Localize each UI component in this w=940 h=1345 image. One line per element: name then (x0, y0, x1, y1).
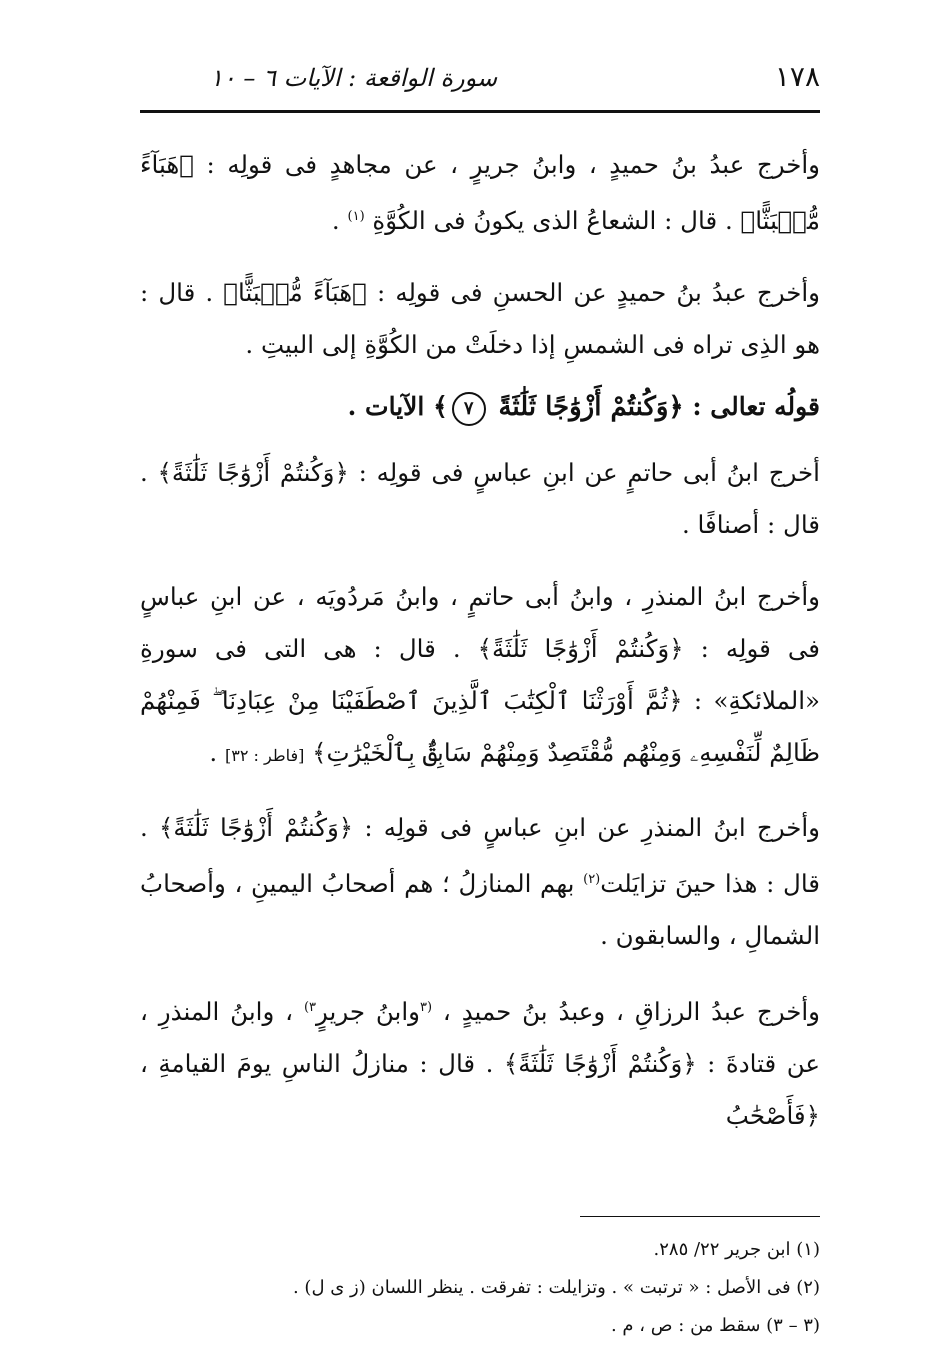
footnote-marker-3-close: ٣) (303, 1000, 316, 1016)
paragraph-6: وأخرج عبدُ الرزاقِ ، وعبدُ بنُ حميدٍ ، $^{(٣}$وابنُ جريرٍ$^{٣)}$ ، وابنُ المنذرِ ، عن قتادةَ : ﴿وَكُنتُمْ أَزْوَٰجًا ثَلَٰثَةً﴾ . قال : منازلُ الناسِ يومَ القيامةِ ، ﴿فَأَصْحَٰبُ (140, 997, 820, 1131)
footnote-1: (١) ابن جرير ٢٢/ ٢٨٥. (653, 1239, 820, 1261)
header-rule (140, 110, 820, 113)
book-page (140, 60, 820, 1345)
quran-reference: [فاطر : ٣٢] (225, 746, 305, 766)
page-header (140, 60, 820, 104)
paragraph-4: وأخرج ابنُ المنذرِ ، وابنُ أبى حاتمٍ ، وابنُ مَردُويَه ، عن ابنِ عباسٍ فى قولِه : ﴿وَكُنتُمْ أَزْوَٰجًا ثَلَٰثَةً﴾ . قال : هى التى فى سورةِ «الملائكةِ» : ﴿ثُمَّ أَوْرَثْنَا ٱلْكِتَٰبَ ٱلَّذِينَ ٱصْطَفَيْنَا مِنْ عِبَادِنَا ۖ فَمِنْهُمْ ظَالِمٌ لِّنَفْسِهِۦ وَمِنْهُم مُّقْتَصِدٌ وَمِنْهُمْ سَابِقٌۢ بِٱلْخَيْرَٰتِ﴾ [فاطر : ٣٢] . (140, 582, 820, 768)
footnote-marker-3-open: (٣ (419, 1000, 433, 1016)
running-title: سورة الواقعة : الآيات ٦ – ١٠ (210, 64, 498, 92)
footnote-marker-2: (٢) (583, 872, 601, 888)
paragraph-5: وأخرج ابنُ المنذرِ عن ابنِ عباسٍ فى قولِه : ﴿وَكُنتُمْ أَزْوَٰجًا ثَلَٰثَةً﴾ . قال : هذا حينَ تزايَلت$^{(٢)}$ بهم المنازلُ ؛ هم أصحابُ اليمينِ ، وأصحابُ الشمالِ ، والسابقون . (140, 813, 820, 951)
paragraph-2: وأخرج عبدُ بنُ حميدٍ عن الحسنِ فى قولِه : ﴿هَبَآءً مُّنۢبَثًّا﴾ . قال : هو الذِى تراه فى الشمسِ إذا دخلَتْ من الكُوَّةِ إلى البيتِ . (140, 278, 820, 360)
footnote-3: (٣ – ٣) سقط من : ص ، م . (610, 1315, 820, 1337)
ayah-number-mark: ٧ (452, 392, 486, 426)
page-number: ١٧٨ (774, 60, 820, 93)
verse-heading: قولُه تعالى : ﴿وَكُنتُمْ أَزْوَٰجًا ثَلَٰثَةً ٧﴾ الآيات . (140, 381, 820, 433)
paragraph-1: وأخرج عبدُ بنُ حميدٍ ، وابنُ جريرٍ ، عن مجاهدٍ فى قولِه : ﴿هَبَآءً مُّنۢبَثًّا﴾ . قال : الشعاعُ الذى يكونُ فى الكُوَّةِ $^{(١)}$ . (140, 150, 820, 236)
paragraph-3: أخرج ابنُ أبى حاتمٍ عن ابنِ عباسٍ فى قولِه : ﴿وَكُنتُمْ أَزْوَٰجًا ثَلَٰثَةً﴾ . قال : أصنافًا . (140, 458, 820, 540)
footnote-2: (٢) فى الأصل : « ترتبت » . وتزايلت : تفرقت . ينظر اللسان (ز ى ل) . (292, 1277, 820, 1299)
footnote-marker-1: (١) (347, 209, 365, 224)
footnote-rule (580, 1216, 820, 1217)
